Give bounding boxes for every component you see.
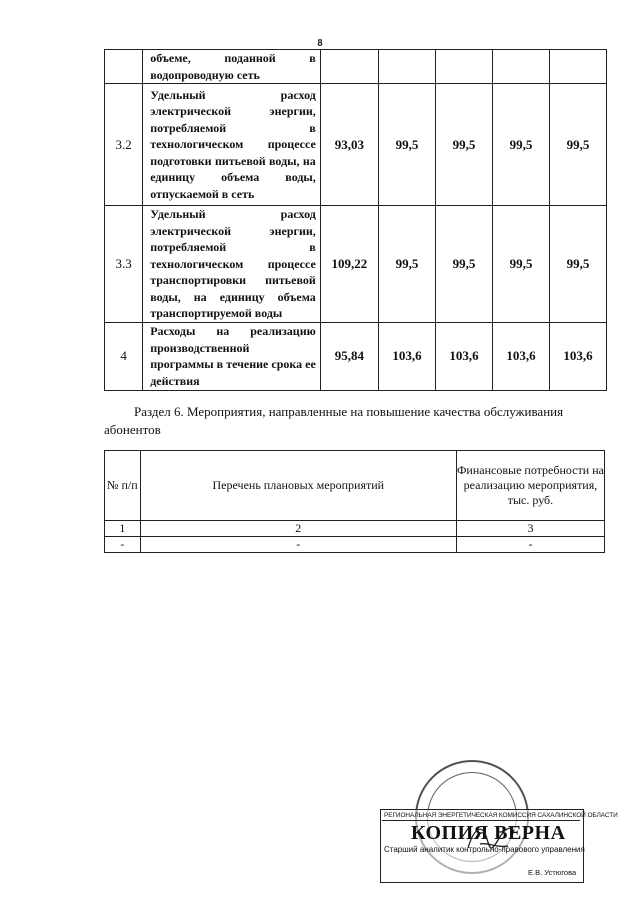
- table-cell: 2: [140, 521, 456, 537]
- indicator-value: 99,5: [492, 206, 549, 323]
- indicator-value: 109,22: [320, 206, 378, 323]
- stamp-title: КОПИЯ ВЕРНА: [411, 822, 566, 844]
- table-row: [105, 84, 607, 206]
- indicator-value: 99,5: [378, 84, 435, 206]
- table-row: [105, 537, 605, 553]
- table-cell: 3: [456, 521, 604, 537]
- indicator-value: 93,03: [320, 84, 378, 206]
- indicator-description: объеме, поданной в водопроводную сеть: [143, 50, 321, 84]
- indicator-value: [378, 50, 435, 84]
- table-cell: -: [105, 537, 141, 553]
- stamp-position: Старший аналитик контрольно-правового управления: [384, 845, 585, 854]
- indicator-value: 95,84: [320, 322, 378, 390]
- indicator-description: Расходы на реализацию производственной программы в течение срока ее действия: [143, 322, 321, 390]
- signature: [460, 818, 520, 858]
- table-row: [105, 50, 607, 84]
- stamp-signatory-name: Е.В. Устюгова: [528, 868, 577, 877]
- indicator-value: [435, 50, 492, 84]
- row-number: [105, 50, 143, 84]
- activities-table: [104, 450, 605, 553]
- indicator-value: 99,5: [378, 206, 435, 323]
- table-cell: 1: [105, 521, 141, 537]
- header-activities: Перечень плановых мероприятий: [140, 451, 456, 521]
- indicator-value: 103,6: [492, 322, 549, 390]
- header-number: № п/п: [105, 451, 141, 521]
- table-index-row: [105, 521, 605, 537]
- indicator-value: 99,5: [549, 206, 606, 323]
- row-number: 3.3: [105, 206, 143, 323]
- indicators-table: [104, 49, 607, 391]
- indicator-description: Удельный расход электрической энергии, потребляемой в технологическом процессе транспортировки питьевой воды, на единицу объема транспортируемой воды: [143, 206, 321, 323]
- indicator-value: 99,5: [492, 84, 549, 206]
- table-cell: -: [140, 537, 456, 553]
- table-header-row: [105, 451, 605, 521]
- table-row: [105, 206, 607, 323]
- indicator-value: [549, 50, 606, 84]
- indicator-value: [320, 50, 378, 84]
- header-financing: Финансовые потребности на реализацию мероприятия, тыс. руб.: [456, 451, 604, 521]
- indicator-value: [492, 50, 549, 84]
- indicator-value: 103,6: [378, 322, 435, 390]
- indicator-value: 99,5: [435, 84, 492, 206]
- stamp-authority: РЕГИОНАЛЬНАЯ ЭНЕРГЕТИЧЕСКАЯ КОМИССИЯ САХАЛИНСКОЙ ОБЛАСТИ: [384, 812, 618, 819]
- page-number: 8: [317, 38, 323, 49]
- indicator-value: 103,6: [549, 322, 606, 390]
- section-title: Раздел 6. Мероприятия, направленные на повышение качества обслуживания абонентов: [104, 404, 564, 437]
- indicator-value: 103,6: [435, 322, 492, 390]
- indicator-value: 99,5: [549, 84, 606, 206]
- row-number: 4: [105, 322, 143, 390]
- row-number: 3.2: [105, 84, 143, 206]
- table-cell: -: [456, 537, 604, 553]
- indicator-description: Удельный расход электрической энергии, потребляемой в технологическом процессе подготовки питьевой воды, на единицу объема воды, отпускаемой в сеть: [143, 84, 321, 206]
- indicator-value: 99,5: [435, 206, 492, 323]
- table-row: [105, 322, 607, 390]
